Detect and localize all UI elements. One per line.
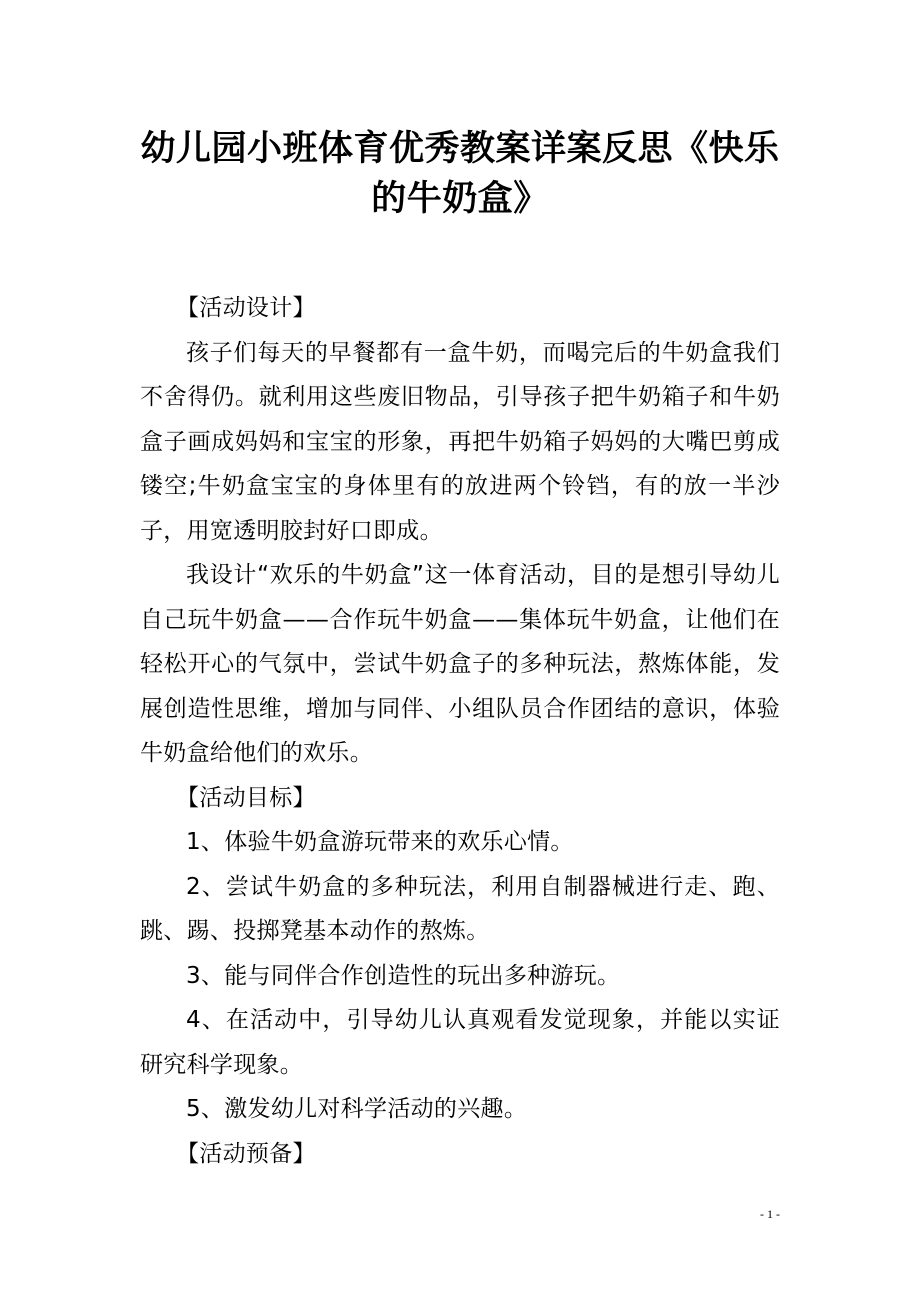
goal-item-5: 5、激发幼儿对科学活动的兴趣。 [186, 1096, 528, 1122]
section-heading-activity-design: 【活动设计】 [176, 295, 316, 321]
goal-item-2: 2、尝试牛奶盒的多种玩法，利用自制器械进行走、跑、跳、踢、投掷凳基本动作的熬炼。 [140, 873, 780, 944]
document-title [140, 124, 780, 224]
title-line-1: 幼儿园小班体育优秀教案详案反思《快乐 [140, 128, 780, 169]
section-heading-activity-goals: 【活动目标】 [176, 784, 316, 811]
goal-item-1: 1、体验牛奶盒游玩带来的欢乐心情。 [186, 829, 574, 855]
document-body [140, 286, 780, 1176]
page-number: - 1 - [760, 1207, 780, 1221]
section-heading-activity-preparation: 【活动预备】 [176, 1140, 316, 1167]
title-line-2: 的牛奶盒》 [371, 178, 549, 219]
goal-item-4: 4、在活动中，引导幼儿认真观看发觉现象，并能以实证研究科学现象。 [140, 1007, 780, 1078]
goal-item-3: 3、能与同伴合作创造性的玩出多种游玩。 [186, 962, 621, 989]
paragraph-activity-design-2: 我设计“欢乐的牛奶盒”这一体育活动，目的是想引导幼儿自己玩牛奶盒——合作玩牛奶盒——集体玩牛奶盒，让他们在轻松开心的气氛中，尝试牛奶盒子的多种玩法，熬炼体能，发展创造性思维，增加与同伴、小组队员合作团结的意识，体验牛奶盒给他们的欢乐。 [140, 562, 780, 766]
paragraph-activity-design-1: 孩子们每天的早餐都有一盒牛奶，而喝完后的牛奶盒我们不舍得仍。就利用这些废旧物品，引导孩子把牛奶箱子和牛奶盒子画成妈妈和宝宝的形象，再把牛奶箱子妈妈的大嘴巴剪成镂空;牛奶盒宝宝的身体里有的放进两个铃铛，有的放一半沙子，用宽透明胶封好口即成。 [140, 339, 780, 544]
